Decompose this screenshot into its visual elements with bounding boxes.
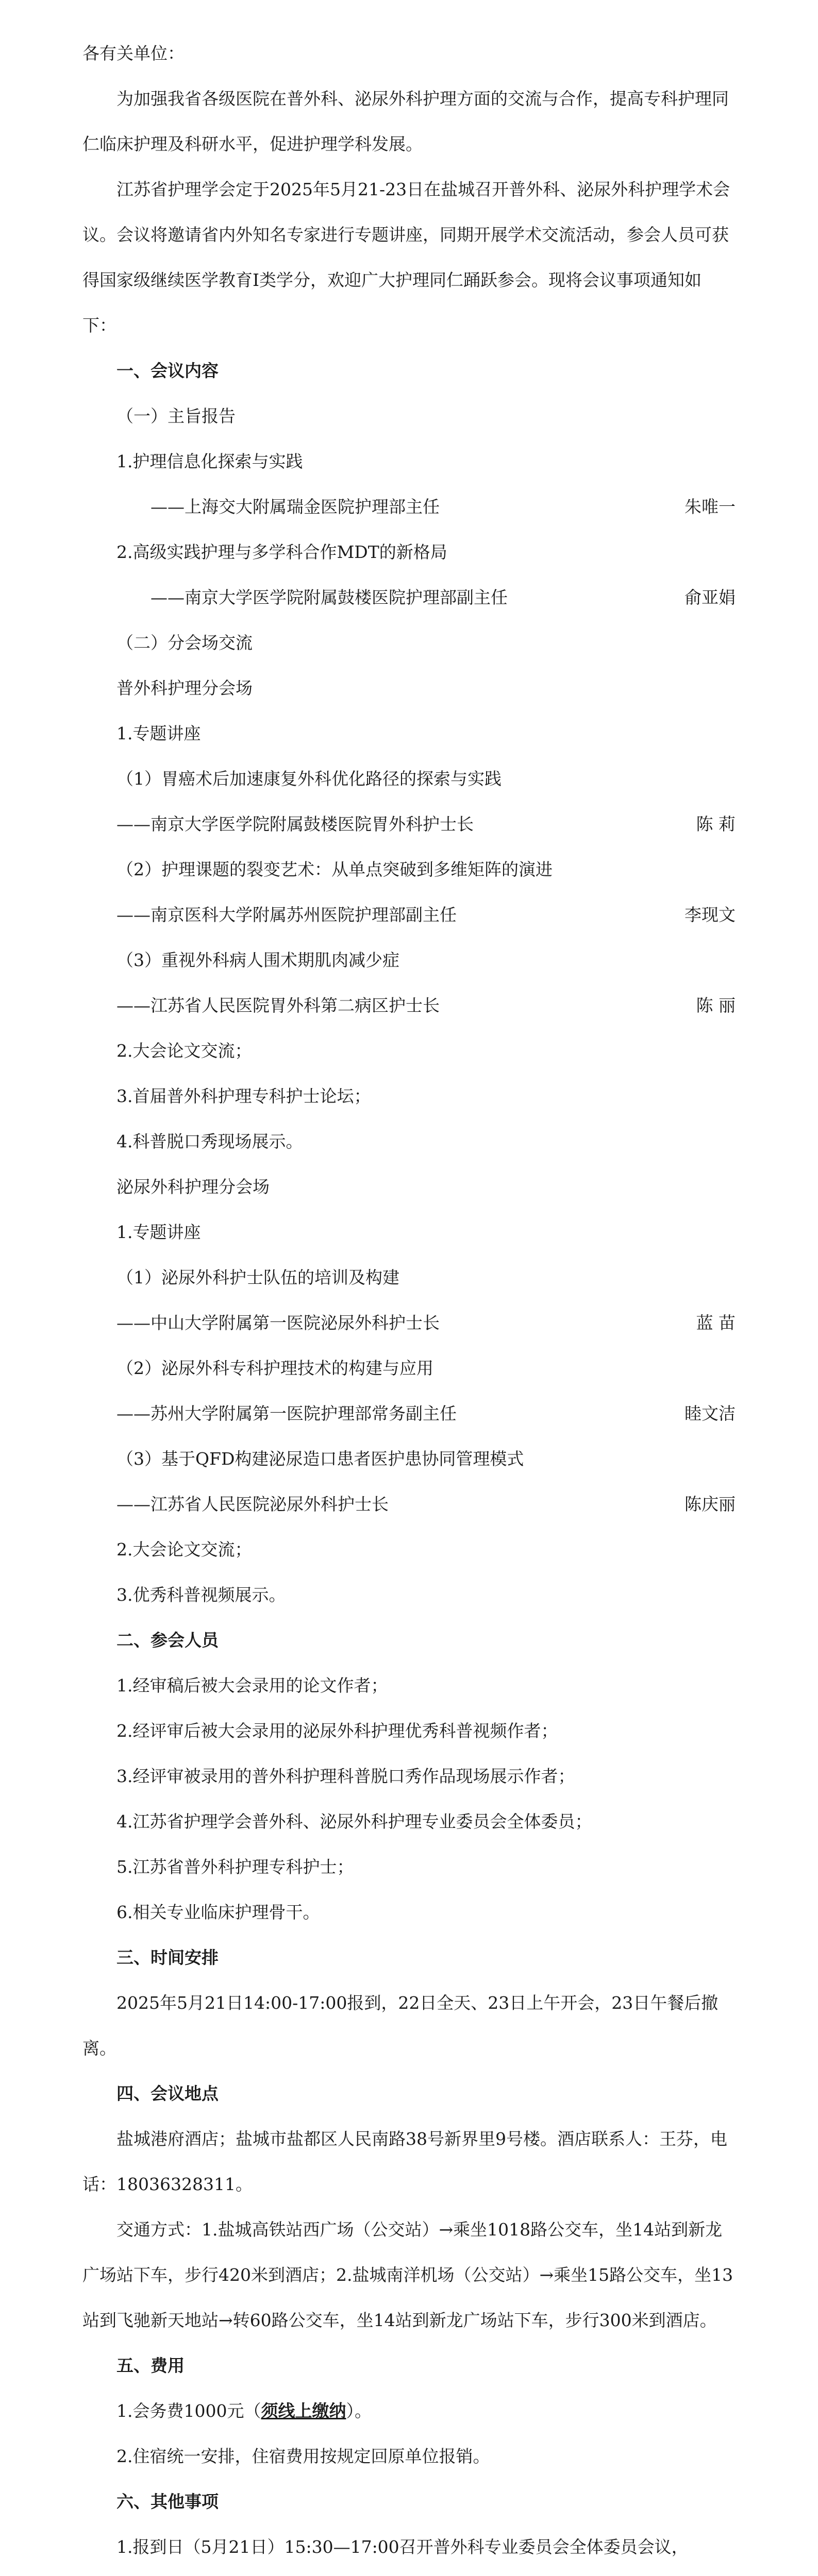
speaker-name: 蓝 苗: [696, 1313, 736, 1333]
speaker-role: 南京大学医学院附属鼓楼医院护理部副主任: [185, 587, 508, 607]
puwai-lecture-1-speaker: ——南京大学医学院附属鼓楼医院胃外科护士长 陈 莉: [82, 802, 736, 847]
breakout-heading: （二）分会场交流: [116, 633, 253, 653]
miniao-other-2: 3.优秀科普视频展示。: [116, 1585, 286, 1605]
attendee-item-1: 1.经审稿后被大会录用的论文作者；: [116, 1675, 388, 1696]
keynote-1-title: 1.护理信息化探索与实践: [116, 451, 303, 471]
miniao-other-1: 2.大会论文交流；: [116, 1539, 252, 1560]
fee-online-note: 须线上缴纳: [261, 2401, 346, 2421]
keynote-heading: （一）主旨报告: [116, 406, 236, 426]
intro-paragraph-2: 江苏省护理学会定于2025年5月21-23日在盐城召开普外科、泌尿外科护理学术会议。会议将邀请省内外知名专家进行专题讲座，同期开展学术交流活动，参会人员可获得国家级继续医学教育I类学分，欢迎广大护理同仁踊跃参会。现将会议事项通知如下：: [82, 179, 730, 335]
attendee-item-6: 6.相关专业临床护理骨干。: [116, 1902, 320, 1922]
stay-line: 2.住宿统一安排，住宿费用按规定回原单位报销。: [116, 2446, 490, 2466]
intro-paragraph-1: 为加强我省各级医院在普外科、泌尿外科护理方面的交流与合作，提高专科护理同仁临床护理及科研水平，促进护理学科发展。: [82, 89, 729, 154]
speaker-role: 上海交大附属瑞金医院护理部主任: [185, 497, 440, 517]
section-4-title: 四、会议地点: [116, 2083, 219, 2104]
speaker-name: 睦文洁: [685, 1403, 736, 1423]
speaker-name: 李现文: [685, 905, 736, 925]
miniao-lecture-3-speaker: ——江苏省人民医院泌尿外科护士长 陈庆丽: [82, 1482, 736, 1527]
speaker-role: 江苏省人民医院泌尿外科护士长: [151, 1494, 389, 1514]
miniao-lecture-2: （2）泌尿外科专科护理技术的构建与应用: [116, 1358, 433, 1378]
keynote-1-speaker: ——上海交大附属瑞金医院护理部主任 朱唯一: [82, 484, 736, 530]
schedule-text: 2025年5月21日14:00-17:00报到，22日全天、23日上午开会，23日午餐后撤离。: [82, 1993, 719, 2058]
puwai-lecture-3: （3）重视外科病人围术期肌肉减少症: [116, 950, 399, 970]
fee-line: [82, 2388, 736, 2434]
puwai-other-3: 4.科普脱口秀现场展示。: [116, 1131, 303, 1151]
speaker-name: 陈 莉: [696, 814, 736, 834]
miniao-lecture-1: （1）泌尿外科护士队伍的培训及构建: [116, 1267, 399, 1287]
speaker-role: 中山大学附属第一医院泌尿外科护士长: [151, 1313, 440, 1333]
miniao-lecture-3: （3）基于QFD构建泌尿造口患者医护患协同管理模式: [116, 1449, 524, 1469]
fee-text: 1.会务费1000元（: [116, 2401, 261, 2421]
puwai-venue-title: 普外科护理分会场: [116, 678, 253, 698]
attendee-item-3: 3.经评审被录用的普外科护理科普脱口秀作品现场展示作者；: [116, 1766, 575, 1786]
puwai-lecture-3-speaker: ——江苏省人民医院胃外科第二病区护士长 陈 丽: [82, 983, 736, 1028]
puwai-lecture-title: 1.专题讲座: [116, 723, 201, 743]
puwai-other-1: 2.大会论文交流；: [116, 1041, 252, 1061]
section-2-title: 二、参会人员: [116, 1630, 219, 1650]
miniao-lecture-title: 1.专题讲座: [116, 1222, 201, 1242]
attendee-item-2: 2.经评审后被大会录用的泌尿外科护理优秀科普视频作者；: [116, 1721, 558, 1741]
speaker-name: 陈 丽: [696, 995, 736, 1015]
attendee-item-5: 5.江苏省普外科护理专科护士；: [116, 1857, 354, 1877]
venue-address: 盐城港府酒店；盐城市盐都区人民南路38号新界里9号楼。酒店联系人：王芬，电话：18036328311。: [82, 2129, 727, 2194]
speaker-role: 南京医科大学附属苏州医院护理部副主任: [151, 905, 457, 925]
speaker-name: 陈庆丽: [685, 1494, 736, 1514]
section-1-title: 一、会议内容: [116, 361, 219, 381]
speaker-name: 朱唯一: [685, 497, 736, 517]
section-6-title: 六、其他事项: [116, 2492, 219, 2512]
keynote-2-title: 2.高级实践护理与多学科合作MDT的新格局: [116, 542, 447, 562]
puwai-lecture-2: （2）护理课题的裂变艺术：从单点突破到多维矩阵的演进: [116, 859, 553, 879]
miniao-lecture-1-speaker: ——中山大学附属第一医院泌尿外科护士长 蓝 苗: [82, 1300, 736, 1346]
speaker-role: 南京大学医学院附属鼓楼医院胃外科护士长: [151, 814, 474, 834]
puwai-lecture-1: （1）胃癌术后加速康复外科优化路径的探索与实践: [116, 769, 502, 789]
speaker-role: 苏州大学附属第一医院护理部常务副主任: [151, 1403, 457, 1423]
fee-text-end: ）。: [346, 2401, 372, 2421]
other-p1: 1.报到日（5月21日）15:30—17:00召开普外科专业委员会全体委员会议，: [116, 2537, 689, 2557]
traffic-info: 交通方式：1.盐城高铁站西广场（公交站）→乘坐1018路公交车，坐14站到新龙广场站下车，步行420米到酒店；2.盐城南洋机场（公交站）→乘坐15路公交车，坐13站到飞驰新天地站→转60路公交车，坐14站到新龙广场站下车，步行300米到酒店。: [82, 2219, 733, 2330]
miniao-lecture-2-speaker: ——苏州大学附属第一医院护理部常务副主任 睦文洁: [82, 1391, 736, 1436]
notice-body: [82, 31, 736, 2576]
puwai-lecture-2-speaker: ——南京医科大学附属苏州医院护理部副主任 李现文: [82, 892, 736, 938]
speaker-role: 江苏省人民医院胃外科第二病区护士长: [151, 995, 440, 1015]
attendee-item-4: 4.江苏省护理学会普外科、泌尿外科护理专业委员会全体委员；: [116, 1811, 592, 1832]
miniao-venue-title: 泌尿外科护理分会场: [116, 1177, 270, 1197]
keynote-2-speaker: ——南京大学医学院附属鼓楼医院护理部副主任 俞亚娟: [82, 575, 736, 620]
speaker-name: 俞亚娟: [685, 587, 736, 607]
section-5-title: 五、费用: [116, 2355, 185, 2376]
salutation: 各有关单位：: [82, 43, 185, 63]
section-3-title: 三、时间安排: [116, 1947, 219, 1968]
puwai-other-2: 3.首届普外科护理专科护士论坛；: [116, 1086, 371, 1106]
